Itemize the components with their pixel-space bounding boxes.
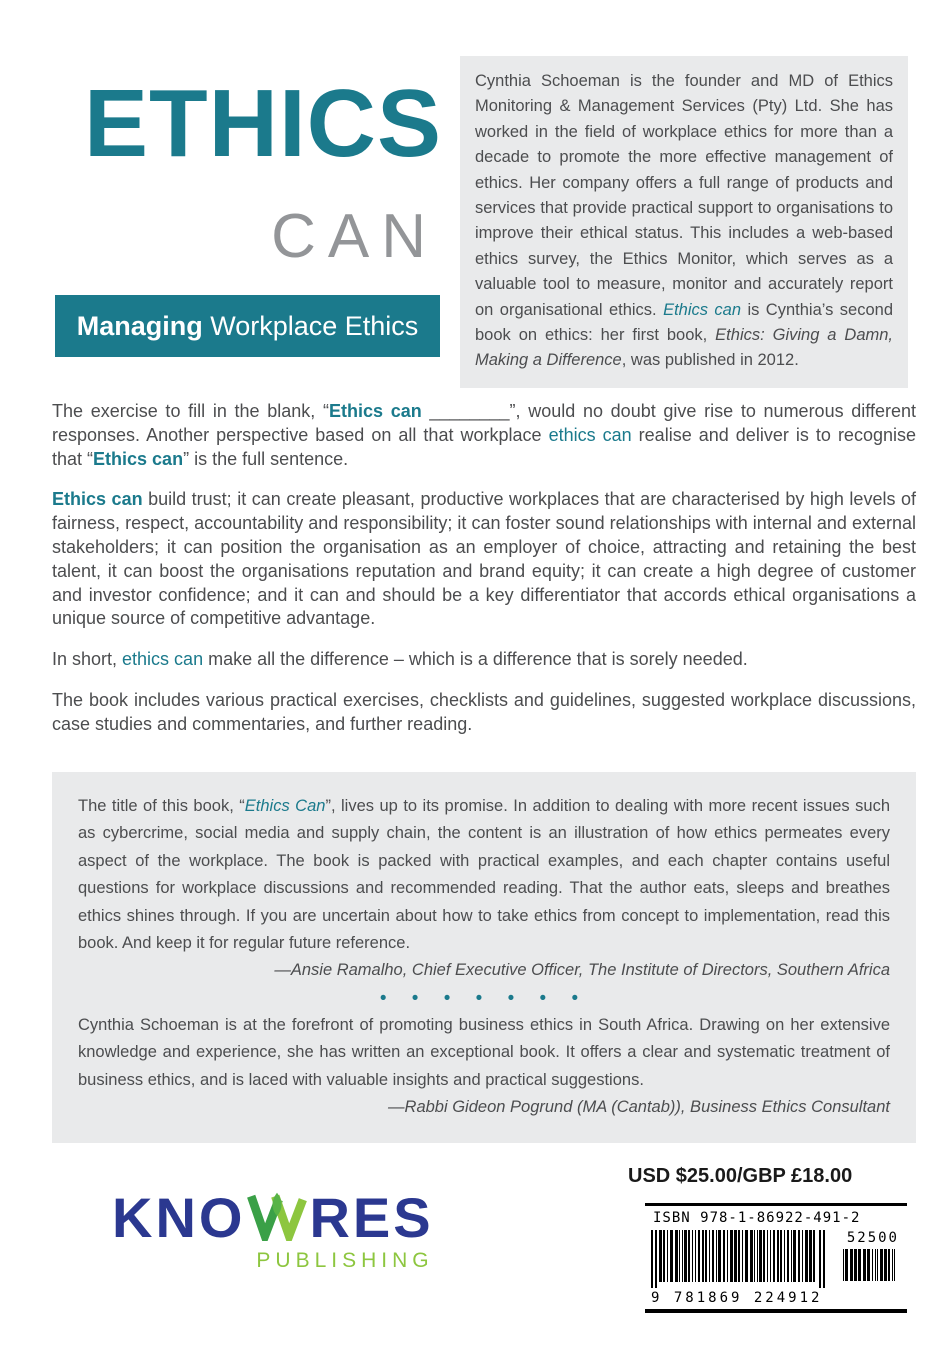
author-bio-text: Cynthia Schoeman is the founder and MD of Ethics Monitoring & Management Services (Pty) Ltd. She has worked in the field of workplace ethics for more than a decade to promote the more effective management of ethics. Her company offers a full range of products and services that provide practical support to organisations to improve their ethical status. This includes a web-based ethics survey, the Ethics Monitor, which serves as a valuable tool to measure, monitor and accurately report on organisational ethics. Ethics can is Cynthia’s second book on ethics: her first book, Ethics: Giving a Damn, Making a Difference, was published in 2012. [475, 72, 894, 370]
paragraph-in-short: In short, ethics can make all the difference – which is a difference that is sorely needed. [52, 649, 748, 670]
endorsement-1-attribution: —Ansie Ramalho, Chief Executive Officer, The Institute of Directors, Southern Africa [274, 961, 890, 980]
paragraph-ethics-can-build-trust: Ethics can build trust; it can create pleasant, productive workplaces that are characterised by high levels of fairness, respect, accountability and responsibility; it can foster sound relationships with internal and external stakeholders; it can position the organisation as an employer of choice, attracting and retaining the best talent, it can boost the organisations reputation and brand equity; it can create a high degree of customer and investor confidence; and it can and should be a key differentiator that accords ethical organisations a unique source of competitive advantage. [52, 489, 916, 629]
isbn-label: ISBN 978-1-86922-491-2 [653, 1210, 861, 1226]
barcode-bars [651, 1230, 829, 1288]
paragraph-fill-in-the-blank: The exercise to fill in the blank, “Ethics can ________”, would no doubt give rise to numerous different responses. Another perspective based on all that workplace ethics can realise and deliver is to recognise that “Ethics can” is the full sentence. [52, 401, 916, 469]
price-label: USD $25.00/GBP £18.00 [628, 1165, 853, 1187]
logo-text-kno: KNO [112, 1186, 246, 1249]
endorsement-2-attribution: —Rabbi Gideon Pogrund (MA (Cantab)), Business Ethics Consultant [388, 1098, 890, 1117]
leaf-w-icon [246, 1191, 308, 1241]
barcode-addon-column [835, 1230, 899, 1306]
paragraph-book-includes: The book includes various practical exercises, checklists and guidelines, suggested workplace discussions, case studies and commentaries, and further reading. [52, 689, 916, 734]
barcode-block [645, 1203, 907, 1313]
endorsements-box [52, 772, 916, 1143]
logo-text-res: RES [309, 1186, 434, 1249]
barcode-bars-row [651, 1230, 901, 1306]
publisher-tagline: PUBLISHING [256, 1249, 434, 1272]
book-subtitle: CAN [271, 202, 438, 271]
barcode-addon-code: 52500 [846, 1230, 899, 1246]
barcode-main-column [651, 1230, 829, 1306]
endorsement-2-text: Cynthia Schoeman is at the forefront of promoting business ethics in South Africa. Drawing on her extensive knowledge and experience, she has written an exceptional book. It offers a clear and systematic treatment of business ethics, and is laced with valuable insights and practical suggestions. [78, 1015, 890, 1089]
tagline-text: Managing Workplace Ethics [76, 310, 419, 341]
publisher-logo [112, 1186, 434, 1273]
logo-wordmark [112, 1186, 434, 1249]
barcode-addon-bars [843, 1249, 899, 1287]
body-copy [52, 400, 916, 754]
author-bio-box [460, 56, 908, 388]
endorsement-1-text: The title of this book, “Ethics Can”, lives up to its promise. In addition to dealing with more recent issues such as cybercrime, social media and supply chain, the content is an illustration of how ethics permeates every aspect of the workplace. The book is packed with practical examples, and each chapter contains useful questions for workplace discussions and recommended reading. That the author eats, sleeps and breathes ethics shines through. If you are uncertain about how to take ethics from concept to implementation, read this book. And keep it for regular future reference. [78, 797, 891, 953]
tagline-banner [55, 295, 440, 357]
dots-divider: • • • • • • • [379, 987, 589, 1009]
book-title: ETHICS [84, 70, 443, 177]
barcode-digits: 9 781869 224912 [651, 1290, 823, 1306]
